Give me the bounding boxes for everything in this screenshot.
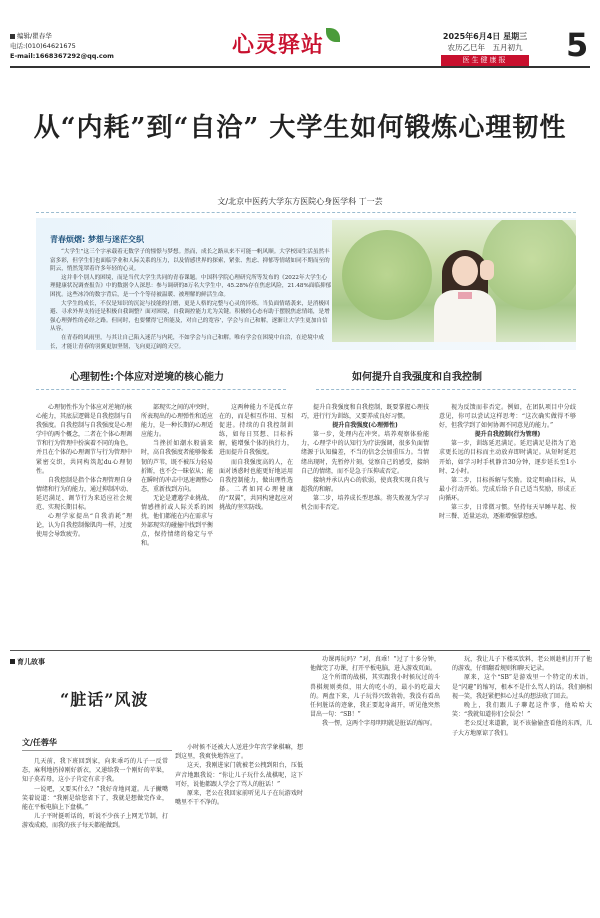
bow-shape xyxy=(458,292,472,299)
paragraph: 我一愣，这两个字母明明就是脏话的缩写。 xyxy=(322,720,437,728)
section-heading-right: 如何提升自我强度和自我控制 xyxy=(352,372,482,383)
paragraph: 晚上，我们跟儿子聊起这件事，他哈哈大笑：“我就知道你们会误会！” xyxy=(452,702,592,719)
lunar-date: 农历乙巳年 五月初九 xyxy=(447,43,523,52)
square-icon xyxy=(10,659,15,664)
editor-line: 编辑/瞿春华 xyxy=(10,31,130,41)
paragraph: 第一步，处理内在冲突。培养观察体验能力，心理学中的认知行为疗法强调，很多负面情绪源于认知偏差，不当的信念会加重压力。当情绪出现时，先暂停片刻，觉察自己的感受，接纳自己的情绪，而不是急于压抑或否定。 xyxy=(301,431,429,475)
student-photo xyxy=(332,220,576,342)
paragraph: 玩，我让儿子下楼买饮料，老公则趁机打开了他的游戏，仔细翻看规则和聊天记录。 xyxy=(452,656,592,673)
bottom-column xyxy=(452,655,592,738)
phone-line: 电话:(010)64621675 xyxy=(10,42,76,50)
header-date xyxy=(400,31,570,66)
paragraph: 当挫折如潮水般涌来时，高自我强度者能够像柔韧的芦苇，既不被压力轻易折断，也不会一昧依从；能在瞬时的冲击中迅速调整心态，重新找到方向。 xyxy=(141,440,214,493)
subheading: 提升自我强度(心理弹性) xyxy=(332,422,398,430)
paragraph: 无论是遭遇学业挑战、情感挫折或人际关系的困扰，他们都能在内在需求与外部现实的碰撞中找到平衡点，保持情绪的稳定与平和。 xyxy=(141,494,214,548)
article-title: 从“内耗”到“自洽” 大学生如何锻炼心理韧性 xyxy=(33,113,567,143)
text-column xyxy=(301,403,429,512)
masthead-title: 心灵驿站 xyxy=(232,33,325,58)
byline-divider xyxy=(36,212,576,213)
paragraph: 第二步，目标拆解与奖励。设定明确目标，从最小行动开始。完成后给予自己适当奖励，形成正向循环。 xyxy=(439,476,576,502)
header-divider xyxy=(10,66,590,68)
bottom-title: “脏话”风波 xyxy=(60,690,149,709)
author-rule xyxy=(22,750,172,751)
paragraph: 老公反过来道歉，说不该偷偷查看他的东西，儿子大方地原谅了我们。 xyxy=(452,720,592,737)
bottom-column xyxy=(22,757,168,831)
section-heading-left: 心理韧性:个体应对逆境的核心能力 xyxy=(70,372,224,383)
paragraph: 这两种能力不是孤立存在的，而是相互作用、互相促进。持续的自我控制训练，如每日冥想、目标拆解，能增强个体的执行力，进而提升自我强度。 xyxy=(219,404,293,457)
paragraph: 儿子平时挺听话的，听说不少孩子上网无节制，打游戏成瘾，而我的孩子每天都能做到。 xyxy=(22,813,168,830)
section-rule xyxy=(36,389,286,390)
paper-tag: 医生健康报 xyxy=(441,55,529,66)
paragraph: 第三步，日常微习惯。坚持每天早睡早起、按时三餐、适量运动，逐渐增强掌控感。 xyxy=(439,504,576,521)
bullet-icon xyxy=(10,34,15,39)
bottom-section-label: 育儿故事 xyxy=(10,657,45,667)
paragraph: 第一步，训练延迟满足。延迟满足是指为了追求更长远的目标而主动放弃即时满足。从短时延迟开始，如学习时手机静音30分钟，逐步延长至1小时、2小时。 xyxy=(439,440,576,475)
paragraph: 心理韧性作为个体应对逆境的核心能力，其底层逻辑是自我控制与自我强度。自我控制与自我强度是心理学中的两个概念，二者在个体心理调节和行为管理中扮演着不同的角色，并且在个体的心理调节与行为管理中紧密交织，共同构筑起du心理韧性。 xyxy=(36,404,133,475)
section-rule xyxy=(316,389,576,390)
feature-text xyxy=(50,248,332,351)
feature-paragraph: 在青春的风雨里，与其让自己陷入迷茫与内耗，不如学会与自己和解。唯有学会在困境中自洽，在逆境中成长，才能让青春的羽翼更加坚韧，飞向更辽阔的天空。 xyxy=(50,334,324,350)
paragraph: 部现实之间的冲突时，所表现出的心理弹性和适应能力，是一种长期的心理适应能力。 xyxy=(141,404,214,439)
page-number: 5 xyxy=(566,26,589,64)
subheading: 提升自我控制(行为管理) xyxy=(474,431,541,439)
paragraph: 这天，我刚进家门就被老公拽到阳台，压低声音地跟我说：“你让儿子玩什么战棋呢，这下可好，说他都跟人学会了骂人的脏话！” xyxy=(175,762,303,788)
bottom-column xyxy=(175,743,303,807)
feature-paragraph: “大学生”这三个字承载着无数学子的憧憬与梦想。然而，成长之路从来不可能一帆风顺。大学校园生活虽然丰富多彩，但学生们也面临学业和人际关系的压力，以及情感世界的探索，紧张、焦虑、抑郁等情绪如同不期而至的阴云，悄然笼罩着许多年轻的心灵。 xyxy=(50,249,330,273)
hand-shape xyxy=(480,260,494,280)
email-line: E-mail:1668367292@qq.com xyxy=(10,52,114,60)
paragraph: 第二步，培养成长型思维。将失败视为学习机会而非否定。 xyxy=(301,494,429,512)
masthead xyxy=(232,28,372,58)
paragraph: 这个所谓的战棋，其实跟我小时候玩过的斗兽棋规则类似，用大的吃小的，最小的吃最大的。两盘下来，儿子玩得兴致勃勃，我没有看出任何脏话的迹象，我正要起身离开，听见他突然冒出一句：“SB！” xyxy=(310,674,440,719)
text-column xyxy=(141,403,213,549)
face-shape xyxy=(452,256,478,286)
paragraph: 自我控制是指个体合理管理自身情绪和行为的能力，通过抑制冲动、延迟满足、调节行为来适应社会规范、实现长期目标。 xyxy=(36,476,133,512)
issue-date: 2025年6月4日 星期三 xyxy=(442,32,528,41)
paragraph: 心理学家提出“自我消耗”理论，认为自我控制像肌肉一样，过度使用会导致疲劳。 xyxy=(36,513,133,539)
bottom-column xyxy=(310,655,440,729)
paragraph: 一说吧，又要买什么？”我好奇地问道。儿子撇嘴笑着说道：“我刚是给您省下了，我就是想做完作业，能在平板电脑上下盘棋。” xyxy=(22,785,168,812)
paragraph: 功课再玩吗？”对，真乖！”过了十多分钟，他做完了功课，打开平板电脑，进入游戏页面。 xyxy=(310,656,440,673)
leaf-icon xyxy=(326,28,340,42)
bottom-author: 文/任蓉华 xyxy=(22,737,57,747)
feature-heading: 青春烦熠: 梦想与迷茫交织 xyxy=(50,235,144,244)
text-column xyxy=(439,403,576,521)
tree-shape xyxy=(482,220,576,310)
bottom-divider xyxy=(10,650,590,651)
paragraph: 而自我强度高的人，在面对诱惑时也能更好地运用自我控制能力，做出理性选择。二者如同心理健康的“双翼”，共同构建起应对挑战的坚实防线。 xyxy=(219,458,293,512)
article-byline: 文/北京中医药大学东方医院心身医学科 丁一芸 xyxy=(217,197,383,206)
paragraph: 几天前，我下班回到家，向来乖巧的儿子一反常态，麻利地扔掉刚好新衣，又递给我一个刚好的苹果，知子莫若母，这小子肯定有求于我。 xyxy=(22,758,168,784)
header-contact xyxy=(10,31,130,61)
feature-paragraph: 这并非个别人的困境，而是当代大学生共同的青春课题。中国科学院心理研究所等发布的《2022年大学生心理健康状况调查报告》中的数据令人深思：参与调研的8万名大学生中，45.28%存在焦虑风险，21.48%面临抑郁困扰。这些冰冷的数字背后，是一个个等待被温暖、被理解的鲜活生命。 xyxy=(50,274,332,298)
paragraph: 小时候不还被大人送进少年宫学象棋嘛，想到这里，我爽快地答应了。 xyxy=(175,744,303,761)
feature-paragraph: 大学生的成长，不仅是知识的沉淀与技能的打磨，更是人格的完整与心灵的淬炼。当负面情绪袭来，是消极回避、寻求外界支持还是积极自我调整？面对困境，自我调控能力尤为关键。积极的心态有助于摆脱焦虑情绪，是增强心理弹性的必经之路。但同时，也要懂得‘已所能及，对自己的宽容’，学会与自己和解，逐渐让大学生更加自信从容。 xyxy=(50,300,330,333)
text-column xyxy=(36,403,132,539)
paragraph: 接纳并承认内心的软弱，使真我实现自我与超我的和解。 xyxy=(301,476,429,493)
paragraph: 原来，这个“SB”是游戏里一个特定的术语，是“闪避”的缩写，根本不是什么骂人的话。我们俩相视一笑，我赶紧把担心过头的想法收了回去。 xyxy=(452,674,592,700)
paragraph: 提升自我强度和自我控制，既要掌握心理技巧，进行行为训练，又要养成良好习惯。 xyxy=(301,404,429,421)
paragraph: 视为反馈而非否定。例如，在团队项目中分歧意见，你可以尝试这样思考：“这次确实做得不够好，但我学到了如何协调不同意见的能力。” xyxy=(439,404,576,430)
text-column xyxy=(219,403,293,512)
tree-shape xyxy=(342,230,432,320)
paragraph: 原来，老公在我回家前听见儿子在玩游戏时嘴里不干不净的。 xyxy=(175,790,303,807)
